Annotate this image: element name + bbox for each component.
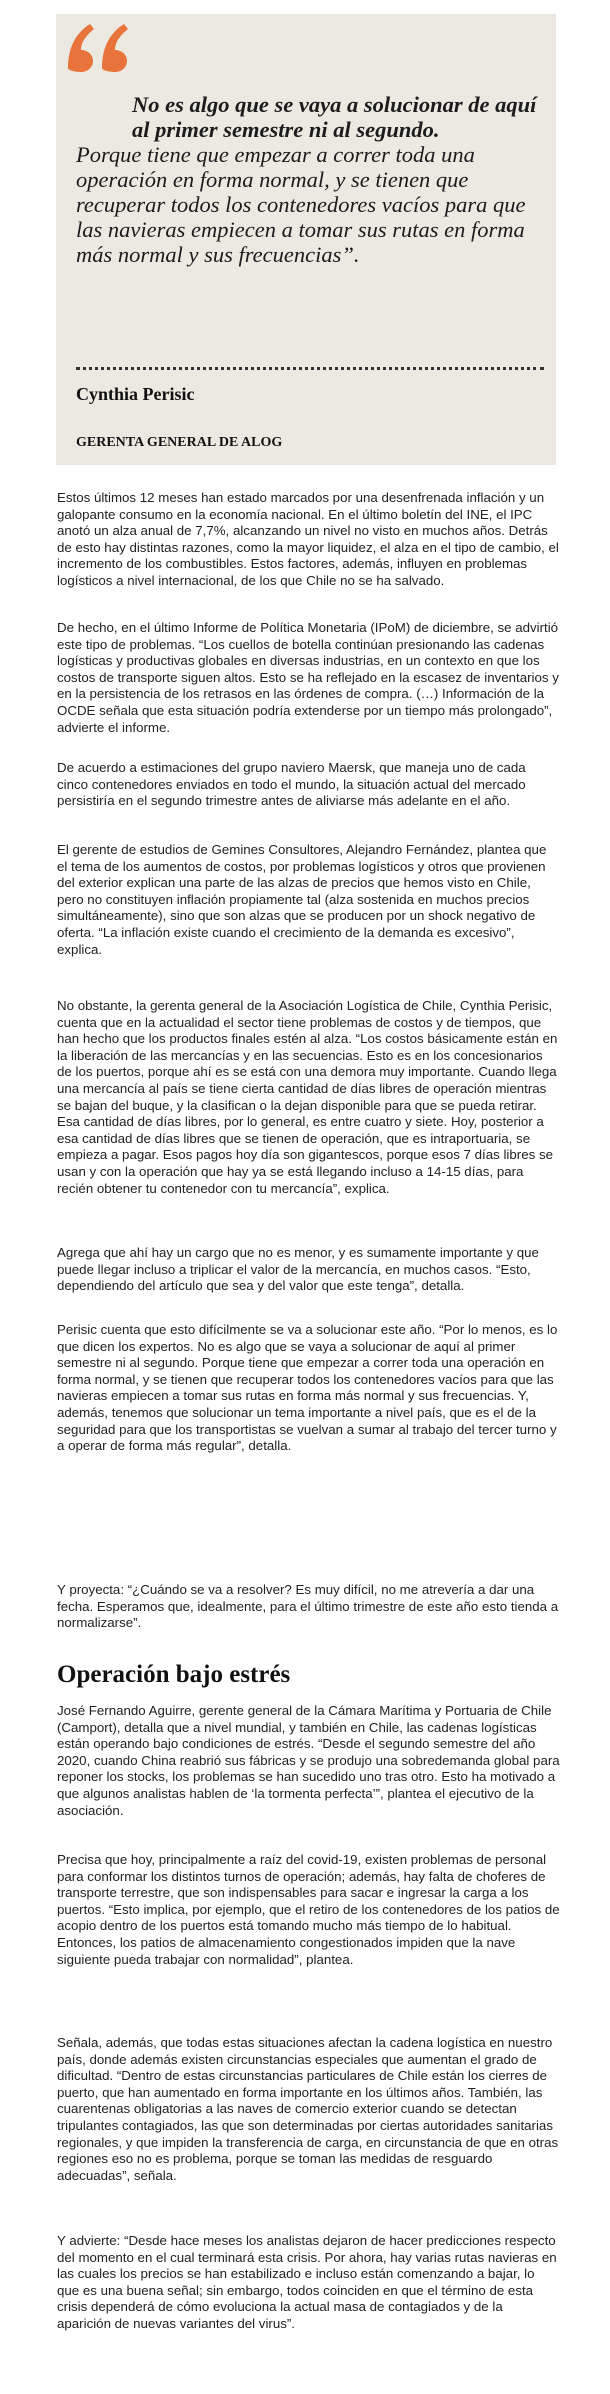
article-paragraph: Precisa que hoy, principalmente a raíz del covid-19, existen problemas de personal para conformar los distintos turnos de operación; además, hay falta de choferes de transporte terrestre, que son indispensables para sacar e ingresar la carga a los puertos. “Esto implica, por ejemplo, que el retiro de los contenedores de los patios de acopio dentro de los puertos está tomando mucho más tiempo de lo habitual. Entonces, los patios de almacenamiento congestionados impiden que la nave siguiente pueda trabajar con normalidad”, plantea. — [57, 1852, 560, 1967]
article-paragraph: José Fernando Aguirre, gerente general de la Cámara Marítima y Portuaria de Chile (Camport), detalla que a nivel mundial, y también en Chile, las cadenas logísticas están operando bajo condiciones de estrés. “Desde el segundo semestre del año 2020, cuando China reabrió sus fábricas y se produjo una sobredemanda global para reponer los stocks, los problemas se han sucedido uno tras otro. Esto ha motivado a que algunos analistas hablen de ‘la tormenta perfecta’”, plantea el ejecutivo de la asociación. — [57, 1703, 560, 1818]
dotted-divider — [76, 367, 544, 370]
article-paragraph: Señala, además, que todas estas situaciones afectan la cadena logística en nuestro país, donde además existen circunstancias especiales que aumentan el grado de dificultad. “Dentro de estas circunstancias particulares de Chile están los cierres de puerto, que han aumentado en forma importante en los últimos años. También, las cuarentenas obligatorias a las naves de comercio exterior cuando se detectan tripulantes contagiados, las que son determinadas por ciertas autoridades sanitarias regionales, y que impiden la transferencia de carga, en circunstancia de que en otras regiones eso no es problema, porque se toman las medidas de resguardo adecuadas”, señala. — [57, 2035, 559, 2183]
pull-quote-card — [56, 14, 556, 465]
quote-mark-icon — [64, 20, 134, 72]
article-paragraph: Agrega que ahí hay un cargo que no es menor, y es sumamente importante y que puede llegar incluso a triplicar el valor de la mercancía, en muchos casos. “Esto, dependiendo del artículo que sea y del valor que este tenga”, detalla. — [57, 1245, 539, 1294]
pull-quote-rest: Porque tiene que empezar a correr toda una operación en forma normal, y se tienen que recuperar todos los contenedores vacíos para que las navieras empiecen a tomar sus rutas en forma más normal y sus frecuencias”. — [76, 142, 526, 267]
article-paragraph: De acuerdo a estimaciones del grupo naviero Maersk, que maneja uno de cada cinco contenedores enviados en todo el mundo, la situación actual del mercado persistiría en el segundo trimestre antes de aliviarse más adelante en el año. — [57, 760, 526, 809]
quote-author-role: GERENTA GENERAL DE ALOG — [76, 435, 283, 450]
article-paragraph: De hecho, en el último Informe de Política Monetaria (IPoM) de diciembre, se advirtió este tipo de problemas. “Los cuellos de botella continúan presionando las cadenas logísticas y productivas globales en diversas industrias, en un contexto en que los costos de transporte siguen altos. Esto se ha reflejado en la escasez de inventarios y en la persistencia de los retrasos en las órdenes de compra. (…) Información de la OCDE señala que esta situación podría extenderse por un tiempo más prolongado”, advierte el informe. — [57, 620, 559, 735]
article-paragraph: Perisic cuenta que esto difícilmente se va a solucionar este año. “Por lo menos, es lo que dicen los expertos. No es algo que se vaya a solucionar de aquí al primer semestre ni al segundo. Porque tiene que empezar a correr toda una operación en forma normal, y se tienen que recuperar todos los contenedores vacíos para que las navieras empiecen a tomar sus rutas en forma más normal y sus frecuencias. Y, además, tenemos que solucionar un tema importante a nivel país, que es el de la seguridad para que los transportistas se vuelvan a sumar al trabajo del tercer turno y a operar de forma más regular”, detalla. — [57, 1322, 558, 1454]
article-paragraph: Estos últimos 12 meses han estado marcados por una desenfrenada inflación y un galopante consumo en la economía nacional. En el último boletín del INE, el IPC anotó un alza anual de 7,7%, alcanzando un nivel no visto en muchos años. Detrás de esto hay distintas razones, como la mayor liquidez, el alza en el tipo de cambio, el incremento de los combustibles. Estos factores, además, influyen en problemas logísticos a nivel internacional, de los que Chile no se ha salvado. — [57, 490, 559, 588]
article-paragraph: Y proyecta: “¿Cuándo se va a resolver? Es muy difícil, no me atrevería a dar una fecha. Esperamos que, idealmente, para el último trimestre de este año esto tienda a normalizarse”. — [57, 1582, 559, 1631]
article-paragraph: No obstante, la gerenta general de la Asociación Logística de Chile, Cynthia Perisic, cuenta que en la actualidad el sector tiene problemas de costos y de tiempos, que han hecho que los productos finales estén al alza. “Los costos básicamente están en la liberación de las mercancías y en las secuencias. Esto es en los concesionarios de los puertos, porque ahí es se está con una demora muy importante. Cuando llega una mercancía al país se tiene cierta cantidad de días libres de operación mientras se bajan del buque, y la clasifican o la dejan disponible para que se pueda retirar. Esa cantidad de días libres, por lo general, es entre cuatro y siete. Hoy, posterior a esa cantidad de días libres que se tienen de operación, que es intraportuaria, se empieza a pagar. Esos pagos hoy día son gigantescos, porque esos 7 días libres se usan y con la operación que hay ya se está llegando incluso a 14-15 días, para recién obtener tu contenedor con tu mercancía”, explica. — [57, 998, 558, 1196]
pull-quote-text — [76, 92, 546, 267]
quote-author: Cynthia Perisic — [76, 384, 195, 404]
article-paragraph: El gerente de estudios de Gemines Consultores, Alejandro Fernández, plantea que el tema de los aumentos de costos, por problemas logísticos y otros que provienen del exterior explican una parte de las alzas de precios que hemos visto en Chile, pero no constituyen inflación propiamente tal (alza sostenida en muchos precios simultáneamente), sino que son alzas que se producen por un shock negativo de oferta. “La inflación existe cuando el crecimiento de la demanda es excesivo”, explica. — [57, 842, 547, 957]
pull-quote-lead: No es algo que se vaya a solucionar de aquí al primer semestre ni al segundo. — [132, 92, 537, 142]
article-paragraph: Y advierte: “Desde hace meses los analistas dejaron de hacer predicciones respecto del momento en el cual terminará esta crisis. Por ahora, hay varias rutas navieras en las cuales los precios se han estabilizado e incluso están comenzando a bajar, lo que es una buena señal; sin embargo, todos coinciden en que el término de esta crisis dependerá de cómo evoluciona la actual masa de contagiados y de la aparición de nuevas variantes del virus”. — [57, 2233, 557, 2331]
section-heading: Operación bajo estrés — [57, 1661, 291, 1688]
